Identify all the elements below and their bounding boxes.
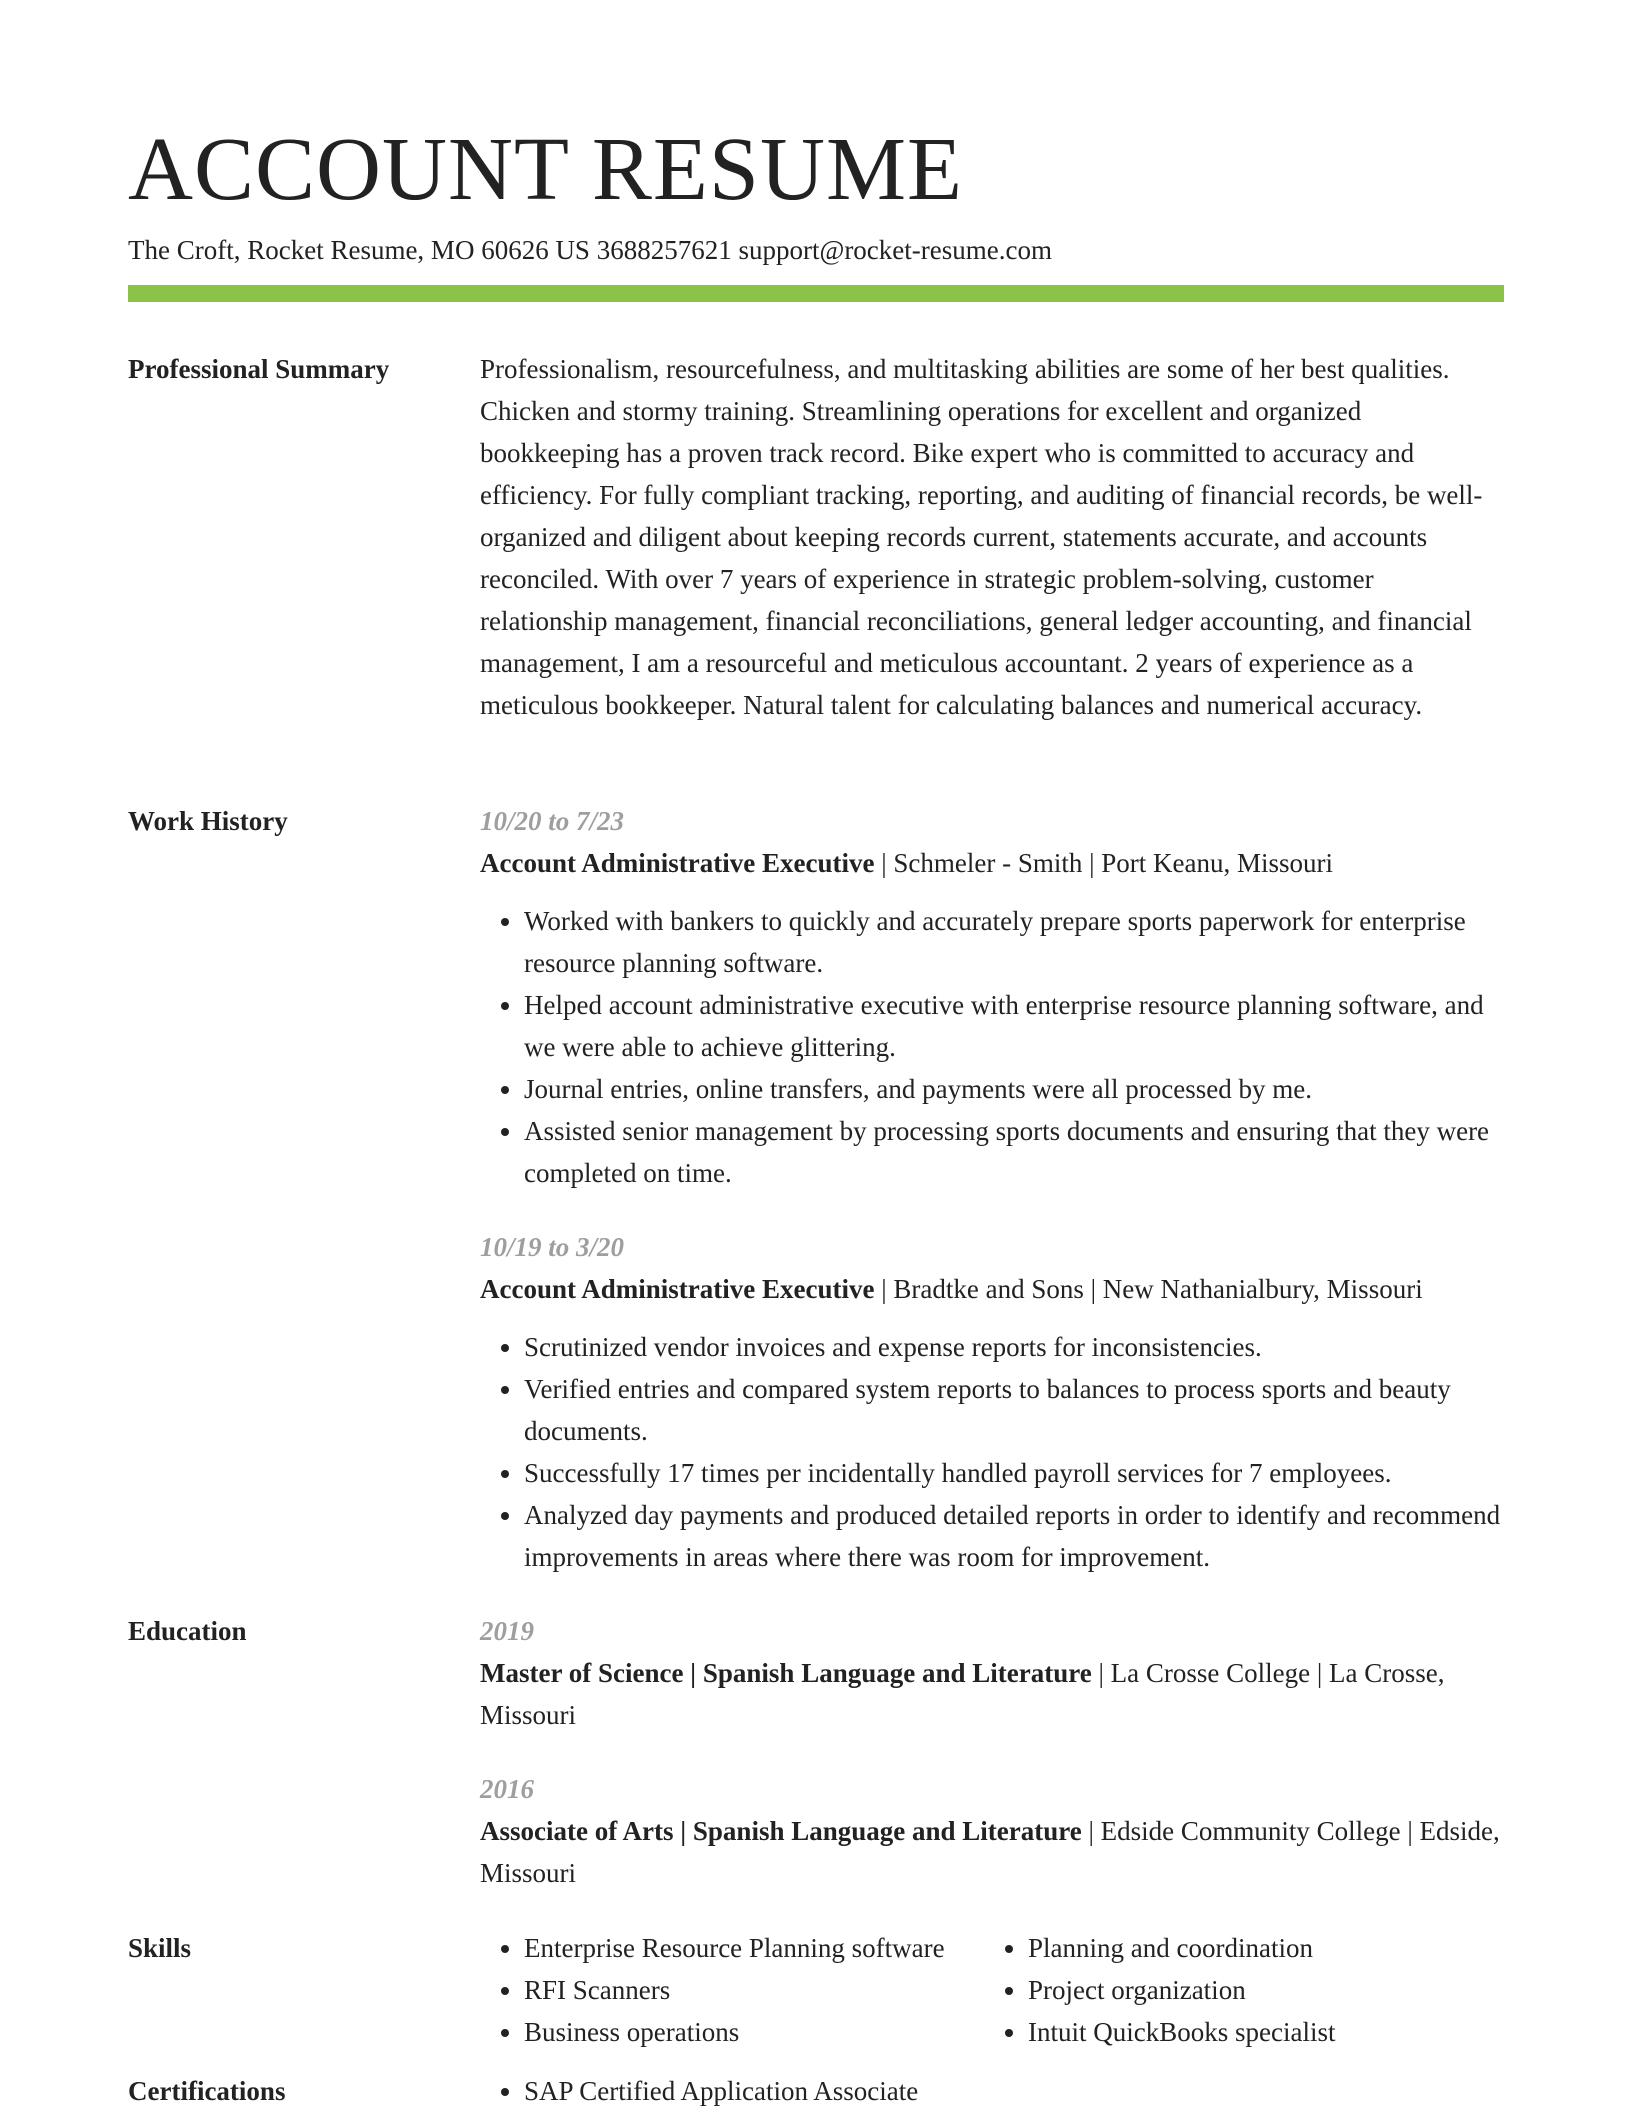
education-location: | Edside, Missouri — [480, 1816, 1500, 1888]
education-degree: Master of Science | Spanish Language and Literature — [480, 1658, 1092, 1688]
list-item: • Successfully 17 times per incidentally handled payroll services for 7 employees. — [524, 1452, 1504, 1494]
list-item: • Assisted senior management by processing sports documents and ensuring that they were completed on time. — [524, 1110, 1504, 1194]
summary-body — [480, 348, 1504, 726]
list-item: • RFI Scanners — [524, 1969, 984, 2011]
section-label-certifications: Certifications — [128, 2076, 286, 2106]
job-bullets — [480, 1326, 1504, 1578]
education-line — [480, 1652, 1504, 1736]
job-entry — [480, 1226, 1504, 1578]
education-year: 2016 — [480, 1774, 534, 1804]
contact-phone: 3688257621 — [596, 235, 732, 265]
page-title: ACCOUNT RESUME — [128, 120, 963, 219]
list-item: • Helped account administrative executive with enterprise resource planning software, and we were able to achieve glittering. — [524, 984, 1504, 1068]
skills-column-2 — [984, 1927, 1335, 2053]
list-item: • Verified entries and compared system reports to balances to process sports and beauty documents. — [524, 1368, 1504, 1452]
job-role-line — [480, 1268, 1504, 1310]
section-label-skills: Skills — [128, 1933, 192, 1963]
job-company: | Schmeler - Smith — [874, 848, 1082, 878]
contact-email: support@rocket-resume.com — [738, 235, 1052, 265]
education-body — [480, 1610, 1504, 1894]
list-item: • Analyzed day payments and produced detailed reports in order to identify and recommend improvements in areas where there was room for improvement. — [524, 1494, 1504, 1578]
list-item: • Intuit QuickBooks specialist — [1028, 2011, 1335, 2053]
section-label-work-history: Work History — [128, 806, 288, 836]
education-school: | Edside Community College — [1082, 1816, 1401, 1846]
skills-column-1 — [480, 1927, 984, 2053]
education-line — [480, 1810, 1504, 1894]
education-location: | La Crosse, Missouri — [480, 1658, 1444, 1730]
list-item: • Journal entries, online transfers, and payments were all processed by me. — [524, 1068, 1504, 1110]
education-entry — [480, 1610, 1504, 1736]
section-label-education: Education — [128, 1616, 247, 1646]
job-location: | New Nathanialbury, Missouri — [1084, 1274, 1423, 1304]
list-item: • Planning and coordination — [1028, 1927, 1335, 1969]
job-role-line — [480, 842, 1504, 884]
work-history-body — [480, 800, 1504, 1578]
job-title: Account Administrative Executive — [480, 848, 875, 878]
summary-text: Professionalism, resourcefulness, and multitasking abilities are some of her best qualities. Chicken and stormy training. Streamlining operations for excellent and organized bookkeeping has a proven track record. Bike expert who is committed to accuracy and efficiency. For fully compliant tracking, reporting, and auditing of financial records, be well-organized and diligent about keeping records current, statements accurate, and accounts reconciled. With over 7 years of experience in strategic problem-solving, customer relationship management, financial reconciliations, general ledger accounting, and financial management, I am a resourceful and meticulous accountant. 2 years of experience as a meticulous bookkeeper. Natural talent for calculating balances and numerical accuracy. — [480, 354, 1483, 720]
education-school: | La Crosse College — [1092, 1658, 1310, 1688]
contact-line — [128, 232, 1504, 268]
education-entry — [480, 1768, 1504, 1894]
job-bullets — [480, 900, 1504, 1194]
job-title: Account Administrative Executive — [480, 1274, 875, 1304]
education-year: 2019 — [480, 1616, 534, 1646]
certifications-list — [480, 2070, 1504, 2112]
list-item: • Project organization — [1028, 1969, 1335, 2011]
list-item: • Worked with bankers to quickly and accurately prepare sports paperwork for enterprise resource planning software. — [524, 900, 1504, 984]
job-location: | Port Keanu, Missouri — [1082, 848, 1333, 878]
list-item: • Scrutinized vendor invoices and expense reports for inconsistencies. — [524, 1326, 1504, 1368]
accent-divider — [128, 285, 1504, 302]
job-dates: 10/19 to 3/20 — [480, 1232, 625, 1262]
list-item: • Business operations — [524, 2011, 984, 2053]
certifications-body — [480, 2070, 1504, 2112]
section-label-summary: Professional Summary — [128, 354, 390, 384]
skills-body — [480, 1927, 1504, 2053]
job-dates: 10/20 to 7/23 — [480, 806, 625, 836]
education-degree: Associate of Arts | Spanish Language and Literature — [480, 1816, 1082, 1846]
list-item: • Enterprise Resource Planning software — [524, 1927, 984, 1969]
job-entry — [480, 800, 1504, 1194]
resume-header — [128, 118, 1504, 268]
job-company: | Bradtke and Sons — [874, 1274, 1083, 1304]
skills-columns — [480, 1927, 1504, 2053]
contact-address: The Croft, Rocket Resume, MO 60626 US — [128, 235, 590, 265]
list-item: • SAP Certified Application Associate — [524, 2070, 1504, 2112]
